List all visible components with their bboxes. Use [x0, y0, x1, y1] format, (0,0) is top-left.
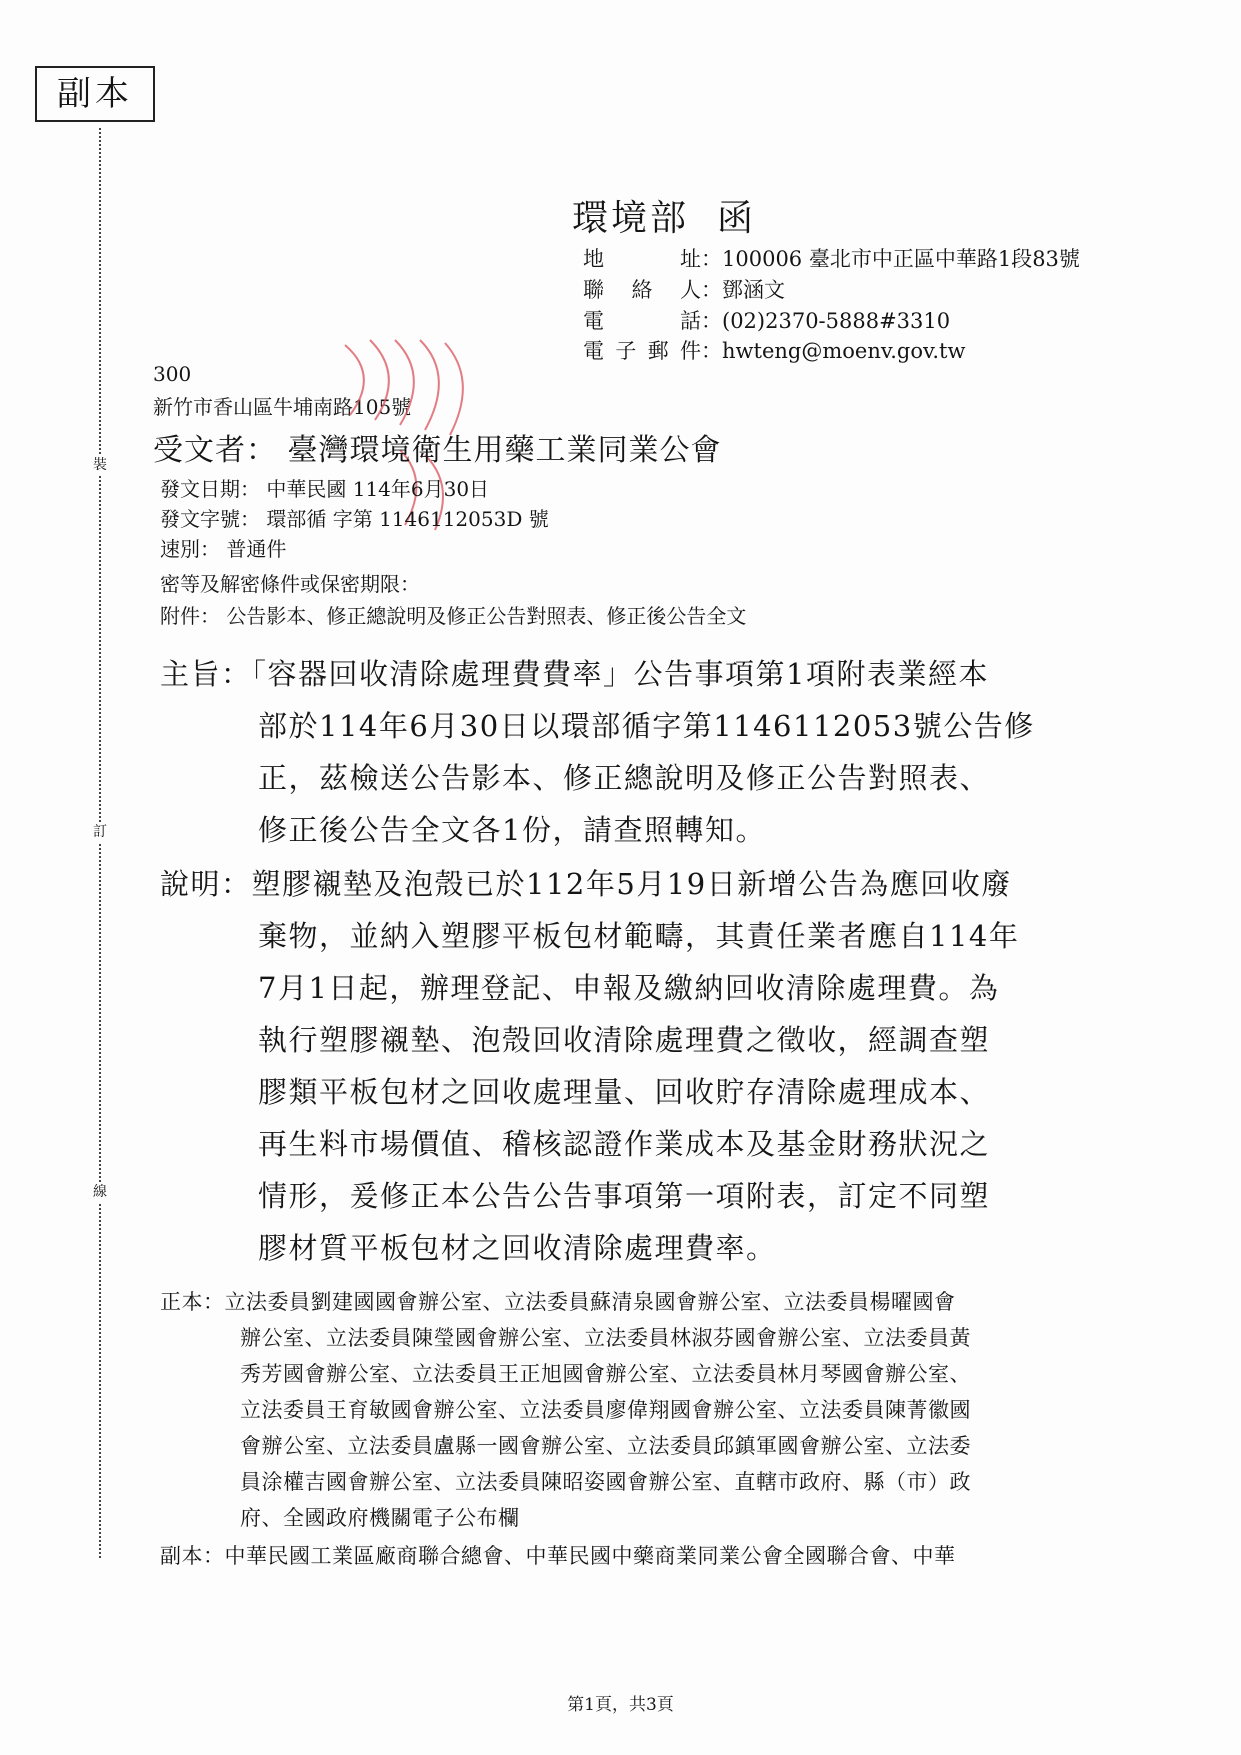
contact-address: [583, 243, 1080, 273]
document-type: 函: [717, 198, 757, 239]
secrecy-level: 密等及解密條件或保密期限：: [160, 572, 420, 596]
contact-value: ：鄧涵文: [701, 278, 785, 302]
contact-value: ：100006 臺北市中正區中華路1段83號: [701, 247, 1080, 271]
explanation-line: 情形，爰修正本公告公告事項第一項附表，訂定不同塑: [258, 1179, 991, 1213]
contact-label: 電子郵件: [583, 339, 701, 363]
binding-char-ding: 訂: [90, 822, 110, 842]
original-recipients-line: 秀芳國會辦公室、立法委員王正旭國會辦公室、立法委員林月琴國會辦公室、: [240, 1362, 971, 1386]
contact-email: [583, 335, 965, 365]
explanation-line: 執行塑膠襯墊、泡殼回收清除處理費之徵收，經調查塑: [258, 1023, 991, 1057]
explanation-line: 再生料市場價值、稽核認證作業成本及基金財務狀況之: [258, 1127, 991, 1161]
issue-date: 發文日期： 中華民國 114年6月30日: [160, 477, 490, 501]
subject-line: 修正後公告全文各1份，請查照轉知。: [258, 813, 766, 847]
contact-value: ：hwteng@moenv.gov.tw: [701, 339, 966, 363]
attachments: 附件： 公告影本、修正總說明及修正公告對照表、修正後公告全文: [160, 604, 747, 628]
contact-value: ：(02)2370-5888#3310: [701, 309, 951, 333]
original-recipients-line: 會辦公室、立法委員盧縣一國會辦公室、立法委員邱鎮軍國會辦公室、立法委: [240, 1434, 971, 1458]
original-recipients-line: 員涂權吉國會辦公室、立法委員陳昭姿國會辦公室、直轄市政府、縣（市）政: [240, 1470, 971, 1494]
subject-line: 正，茲檢送公告影本、修正總說明及修正公告對照表、: [258, 761, 991, 795]
contact-label: 地址: [583, 247, 701, 271]
copy-recipients-line: 副本：中華民國工業區廠商聯合總會、中華民國中藥商業同業公會全國聯合會、中華: [160, 1544, 956, 1568]
binding-char-zhuang: 裝: [90, 455, 110, 475]
binding-line: [99, 128, 101, 1558]
explanation-line: 膠類平板包材之回收處理量、回收貯存清除處理成本、: [258, 1075, 991, 1109]
explanation-line: 膠材質平板包材之回收清除處理費率。: [258, 1231, 777, 1265]
subject-line: 主旨：「容器回收清除處理費費率」公告事項第1項附表業經本: [160, 657, 989, 691]
binding-char-xian: 線: [90, 1182, 110, 1202]
copy-stamp: 副本: [35, 66, 155, 122]
explanation-line: 7月1日起，辦理登記、申報及繳納回收清除處理費。為: [258, 971, 1000, 1005]
original-recipients-line: 正本：立法委員劉建國國會辦公室、立法委員蘇清泉國會辦公室、立法委員楊曜國會: [160, 1290, 956, 1314]
contact-person: [583, 274, 785, 304]
delivery-speed: 速別： 普通件: [160, 537, 287, 561]
recipient: 受文者： 臺灣環境衛生用藥工業同業公會: [153, 433, 722, 468]
original-recipients-line: 府、全國政府機關電子公布欄: [240, 1506, 520, 1530]
document-number: 發文字號： 環部循 字第 1146112053D 號: [160, 507, 549, 531]
document-title: [572, 190, 756, 241]
postal-code: 300: [153, 362, 192, 386]
contact-label: 電話: [583, 309, 701, 333]
page-number: 第1頁，共3頁: [567, 1695, 674, 1715]
subject-line: 部於114年6月30日以環部循字第1146112053號公告修: [258, 709, 1035, 743]
original-recipients-line: 辦公室、立法委員陳瑩國會辦公室、立法委員林淑芬國會辦公室、立法委員黃: [240, 1326, 971, 1350]
contact-label: 聯絡人: [583, 278, 701, 302]
issuing-agency: 環境部: [572, 198, 690, 239]
recipient-address: 新竹市香山區牛埔南路105號: [153, 395, 412, 419]
original-recipients-line: 立法委員王育敏國會辦公室、立法委員廖偉翔國會辦公室、立法委員陳菁徽國: [240, 1398, 971, 1422]
contact-phone: [583, 305, 950, 335]
explanation-line: 說明：塑膠襯墊及泡殼已於112年5月19日新增公告為應回收廢: [160, 867, 1012, 901]
explanation-line: 棄物，並納入塑膠平板包材範疇，其責任業者應自114年: [258, 919, 1020, 953]
